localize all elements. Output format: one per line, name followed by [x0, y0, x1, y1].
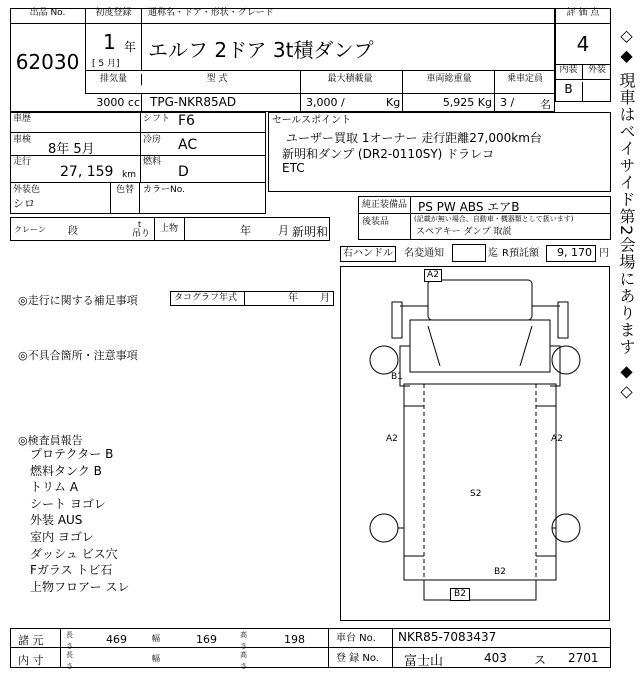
- wheel-rl: [370, 514, 398, 542]
- mark-a2-left: A2: [386, 434, 398, 444]
- color-change-label: 色替: [116, 185, 135, 195]
- crane-t: t: [138, 220, 142, 229]
- mark-a2-right: A2: [551, 434, 563, 444]
- mileage-unit: km: [122, 170, 136, 180]
- travel-title: ◎走行に関する補足事項: [18, 294, 138, 307]
- spec-top-line: [86, 70, 555, 71]
- capacity: 3 /: [500, 96, 515, 109]
- inner-width-label: 幅: [152, 654, 160, 663]
- reg-year: 1: [103, 30, 116, 54]
- width: 169: [196, 633, 217, 646]
- top-div: [184, 217, 185, 241]
- first-reg-label: 初度登録: [86, 8, 142, 24]
- equipment-div: [410, 196, 411, 240]
- inspection-label: 車検: [13, 135, 32, 145]
- crane-hoist: 吊り: [132, 229, 151, 239]
- inspector-line: 外装 AUS: [30, 513, 83, 528]
- cab-roof: [428, 280, 532, 320]
- height: 198: [284, 633, 305, 646]
- model: TPG-NKR85AD: [150, 95, 237, 109]
- crane-label: クレーン: [14, 225, 46, 234]
- std-equip: PS PW ABS エアB: [418, 200, 520, 214]
- top-label: 上物: [160, 224, 179, 234]
- after-equip-label: 後装品: [362, 217, 390, 227]
- interior-grade: B: [555, 82, 583, 102]
- cab-sides: [400, 346, 560, 386]
- car-name: エルフ 2ドア 3t積ダンプ: [148, 38, 374, 62]
- sales-line-2: 新明和ダンプ (DR2-0110SY) ドラレコ: [282, 147, 495, 161]
- capacity-label: 乗車定員: [506, 74, 543, 84]
- inner-row-label: 内 寸: [18, 654, 44, 667]
- gross-weight: 5,925 Kg: [442, 96, 492, 109]
- side-note: ◇◆ 現車はベイサイド第2会場にあります ◆◇: [617, 26, 636, 402]
- history-label: 車歴: [13, 114, 32, 124]
- chassis-number: NKR85-7083437: [398, 630, 497, 644]
- length: 469: [106, 633, 127, 646]
- sales-title: セールスポイント: [272, 115, 352, 126]
- plate-label: 登 録 No.: [336, 653, 379, 664]
- recycle-prefix: 迄: [488, 248, 498, 259]
- detail-line-3: [10, 182, 266, 183]
- ac-label: 冷房: [143, 135, 162, 145]
- truck-diagram: [340, 266, 610, 621]
- detail-vline-3: [139, 182, 140, 214]
- tacho-month: 月: [320, 293, 330, 304]
- tacho-label: タコグラフ年式: [174, 293, 238, 303]
- spec-div-0: [141, 94, 142, 112]
- crane-div: [154, 217, 155, 241]
- inner-length-label: 長さ: [66, 651, 73, 670]
- exterior-label: 外装: [583, 64, 611, 80]
- wheel-fl: [370, 346, 398, 374]
- inspector-line: 上物フロアー スレ: [30, 579, 130, 594]
- plate-number: 2701: [568, 651, 599, 665]
- bed-inner: [424, 384, 536, 580]
- footer-mid: [10, 647, 611, 648]
- ac-value: AC: [178, 137, 198, 153]
- mark-s2: S2: [470, 489, 482, 499]
- maxload-label: 最大積載量: [327, 74, 373, 84]
- height-label: 高さ: [240, 631, 247, 650]
- wheel-fr: [552, 346, 580, 374]
- mirror-left: [392, 302, 402, 338]
- spec-div-3: [494, 70, 495, 112]
- cab-body: [410, 320, 550, 372]
- reg-divider: [141, 24, 142, 70]
- plate-class: 403: [484, 651, 507, 665]
- mileage-value: 27, 159: [60, 164, 114, 180]
- after-equip-note: (記載が無い場合、自動車・機器類として扱います): [414, 215, 574, 223]
- sales-line-1: ユーザー買取 1オーナー 走行距離27,000km台: [286, 131, 542, 145]
- footer-div-1: [328, 628, 329, 668]
- top-month: 月: [278, 224, 289, 237]
- plate-kana: ス: [534, 653, 547, 667]
- inspector-line: プロテクター B: [30, 447, 114, 461]
- color-value: シロ: [13, 197, 35, 210]
- color-no-label: カラーNo.: [143, 185, 185, 195]
- handle-box: 右ハンドル: [340, 246, 396, 262]
- maxload: 3,000 /: [306, 96, 345, 109]
- mirror-right: [558, 302, 568, 338]
- reg-year-unit: 年: [124, 40, 137, 54]
- tacho-year: 年: [288, 293, 298, 304]
- recycle-unit: 円: [599, 248, 609, 259]
- dump-bed: [404, 384, 556, 580]
- name-change-box: [452, 244, 486, 262]
- mark-b1: B1: [391, 372, 403, 382]
- spec-row-label: 諸 元: [18, 634, 44, 647]
- capacity-unit: 名: [540, 98, 551, 111]
- detail-vline-2: [110, 182, 111, 214]
- after-equip: スペアキー ダンプ 取説: [416, 227, 512, 237]
- spec-div-2: [402, 70, 403, 112]
- plate-area: 富士山: [404, 654, 444, 669]
- interior-label: 内装: [555, 64, 583, 80]
- sales-line-3: ETC: [282, 161, 305, 175]
- length-label: 長さ: [66, 631, 73, 650]
- inspector-line: シート ヨゴレ: [30, 496, 106, 511]
- rear-bumper: [424, 580, 536, 600]
- grade-label: 評 価 点: [555, 8, 611, 24]
- model-label: 型 式: [206, 74, 228, 84]
- inspector-line: Fガラス トビ石: [30, 563, 113, 578]
- displacement-label: 排気量: [86, 74, 142, 85]
- spec-div-1: [300, 70, 301, 112]
- footer-div-0: [60, 628, 61, 668]
- inspector-line: トリム A: [30, 480, 79, 495]
- mark-a2-front: A2: [424, 269, 442, 282]
- inspector-line: 室内 ヨゴレ: [30, 529, 94, 544]
- lot-label: 出品 No.: [10, 8, 86, 24]
- maxload-unit: Kg: [386, 96, 401, 109]
- inspector-list: [30, 446, 129, 595]
- name-change-label: 名変通知: [404, 248, 444, 259]
- mileage-label: 走行: [13, 157, 32, 167]
- car-name-label: 通称名・ドア・形状・グレード: [142, 8, 555, 24]
- shift-value: F6: [178, 113, 195, 129]
- inspector-line: 燃料タンク B: [30, 463, 102, 478]
- inspector-line: ダッシュ ビス穴: [30, 546, 118, 561]
- spec-mid-line: [86, 93, 555, 94]
- inspection-value: 8年 5月: [48, 142, 95, 157]
- top-maker: 新明和: [292, 225, 329, 239]
- details-frame: [10, 112, 266, 214]
- fuel-value: D: [178, 164, 189, 180]
- bed-ribs: [404, 406, 556, 556]
- detail-vline: [140, 112, 141, 182]
- defect-title: ◎不具合箇所・注意事項: [18, 349, 138, 362]
- top-year: 年: [240, 224, 251, 237]
- footer-frame: [10, 628, 611, 668]
- detail-line-1: [10, 132, 266, 133]
- lot-number: 62030: [10, 50, 86, 74]
- tacho-div: [244, 291, 245, 306]
- std-equip-label: 純正装備品: [362, 200, 408, 210]
- width-label: 幅: [152, 634, 160, 643]
- recycle-value: 9, 170: [546, 245, 596, 262]
- inspector-title: ◎検査員報告: [18, 434, 83, 447]
- grade-value: 4: [576, 32, 590, 56]
- fuel-label: 燃料: [143, 157, 162, 167]
- mark-b2-bed: B2: [494, 567, 506, 577]
- inner-height-label: 高さ: [240, 651, 247, 670]
- crane-steps: 段: [68, 226, 78, 237]
- shift-label: シフト: [143, 114, 171, 124]
- color-label: 外装色: [13, 185, 41, 195]
- displacement: 3000 cc: [96, 96, 140, 109]
- mark-b2-bumper: B2: [450, 588, 470, 601]
- truck-outline: [370, 280, 580, 600]
- footer-div-2: [392, 628, 393, 668]
- recycle-label: R預託額: [502, 248, 539, 259]
- gross-label: 車両総重量: [426, 74, 472, 84]
- chassis-label: 車台 No.: [336, 633, 376, 644]
- cab-doors: [428, 326, 532, 366]
- reg-month: [ 5 月]: [92, 59, 120, 69]
